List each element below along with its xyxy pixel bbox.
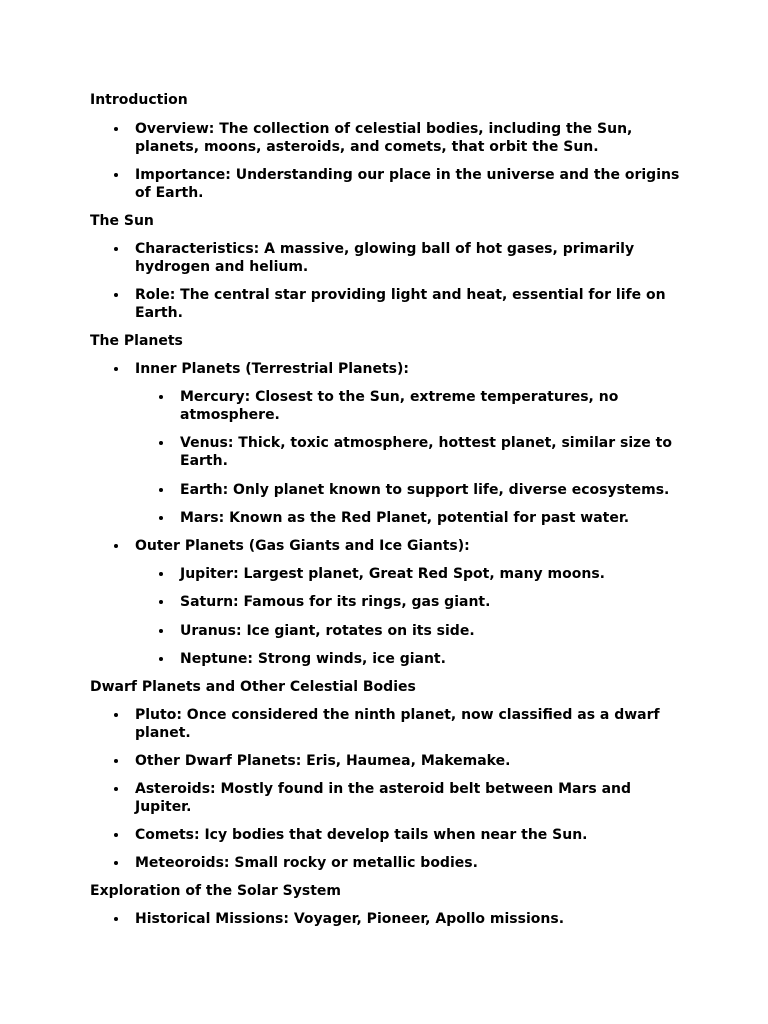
bullet-icon <box>114 127 118 131</box>
list-item <box>135 826 680 844</box>
section-heading-dwarf-planets: Dwarf Planets and Other Celestial Bodies <box>90 679 416 695</box>
list-item-text: Neptune: Strong winds, ice giant. <box>180 651 446 667</box>
list-item <box>135 910 680 928</box>
bullet-icon <box>114 917 118 921</box>
list-item-text: Importance: Understanding our place in the universe and the origins of Earth. <box>135 167 680 201</box>
list-item <box>135 166 680 202</box>
section-heading-the-planets: The Planets <box>90 333 183 349</box>
list-item-text: Characteristics: A massive, glowing ball of hot gases, primarily hydrogen and helium. <box>135 241 635 275</box>
list-item-text: Meteoroids: Small rocky or metallic bodies. <box>135 855 478 871</box>
list-item <box>135 537 680 555</box>
bullet-icon <box>159 488 163 492</box>
section-heading-introduction: Introduction <box>90 92 188 108</box>
bullet-icon <box>114 833 118 837</box>
sub-list-item <box>180 650 680 668</box>
bullet-icon <box>114 713 118 717</box>
bullet-icon <box>114 759 118 763</box>
list-item-text: Saturn: Famous for its rings, gas giant. <box>180 594 491 610</box>
list-item-text: Historical Missions: Voyager, Pioneer, Apollo missions. <box>135 911 565 927</box>
list-item-text: Comets: Icy bodies that develop tails when near the Sun. <box>135 827 588 843</box>
sub-list-item <box>180 434 680 470</box>
section-heading-the-sun: The Sun <box>90 213 154 229</box>
bullet-icon <box>159 657 163 661</box>
section-heading-exploration: Exploration of the Solar System <box>90 883 341 899</box>
list-item <box>135 780 680 816</box>
bullet-icon <box>114 173 118 177</box>
bullet-icon <box>159 572 163 576</box>
sub-list-item <box>180 565 680 583</box>
sub-list-item <box>180 593 680 611</box>
list-item-text: Uranus: Ice giant, rotates on its side. <box>180 623 475 639</box>
list-item-text: Inner Planets (Terrestrial Planets): <box>135 361 410 377</box>
list-item <box>135 706 680 742</box>
list-item-text: Earth: Only planet known to support life, diverse ecosystems. <box>180 482 670 498</box>
list-item-text: Venus: Thick, toxic atmosphere, hottest planet, similar size to Earth. <box>180 435 672 469</box>
bullet-icon <box>114 787 118 791</box>
list-item <box>135 854 680 872</box>
list-item-text: Pluto: Once considered the ninth planet, now classified as a dwarf planet. <box>135 707 660 741</box>
list-item-text: Overview: The collection of celestial bodies, including the Sun, planets, moons, asteroids, and comets, that orbit the Sun. <box>135 121 633 155</box>
bullet-icon <box>114 367 118 371</box>
bullet-icon <box>159 441 163 445</box>
list-item <box>135 120 680 156</box>
bullet-icon <box>114 293 118 297</box>
list-item-text: Other Dwarf Planets: Eris, Haumea, Makemake. <box>135 753 511 769</box>
bullet-icon <box>159 395 163 399</box>
list-item-text: Role: The central star providing light and heat, essential for life on Earth. <box>135 287 666 321</box>
bullet-icon <box>159 600 163 604</box>
bullet-icon <box>114 861 118 865</box>
list-item-text: Mercury: Closest to the Sun, extreme temperatures, no atmosphere. <box>180 389 619 423</box>
sub-list-item <box>180 509 680 527</box>
list-item <box>135 240 680 276</box>
sub-list-item <box>180 622 680 640</box>
sub-list-item <box>180 481 680 499</box>
list-item <box>135 752 680 770</box>
list-item <box>135 286 680 322</box>
list-item-text: Asteroids: Mostly found in the asteroid belt between Mars and Jupiter. <box>135 781 632 815</box>
sub-list-item <box>180 388 680 424</box>
list-item-text: Mars: Known as the Red Planet, potential for past water. <box>180 510 630 526</box>
bullet-icon <box>159 516 163 520</box>
bullet-icon <box>114 247 118 251</box>
bullet-icon <box>114 544 118 548</box>
list-item-text: Jupiter: Largest planet, Great Red Spot, many moons. <box>180 566 605 582</box>
list-item-text: Outer Planets (Gas Giants and Ice Giants): <box>135 538 470 554</box>
list-item <box>135 360 680 378</box>
bullet-icon <box>159 629 163 633</box>
